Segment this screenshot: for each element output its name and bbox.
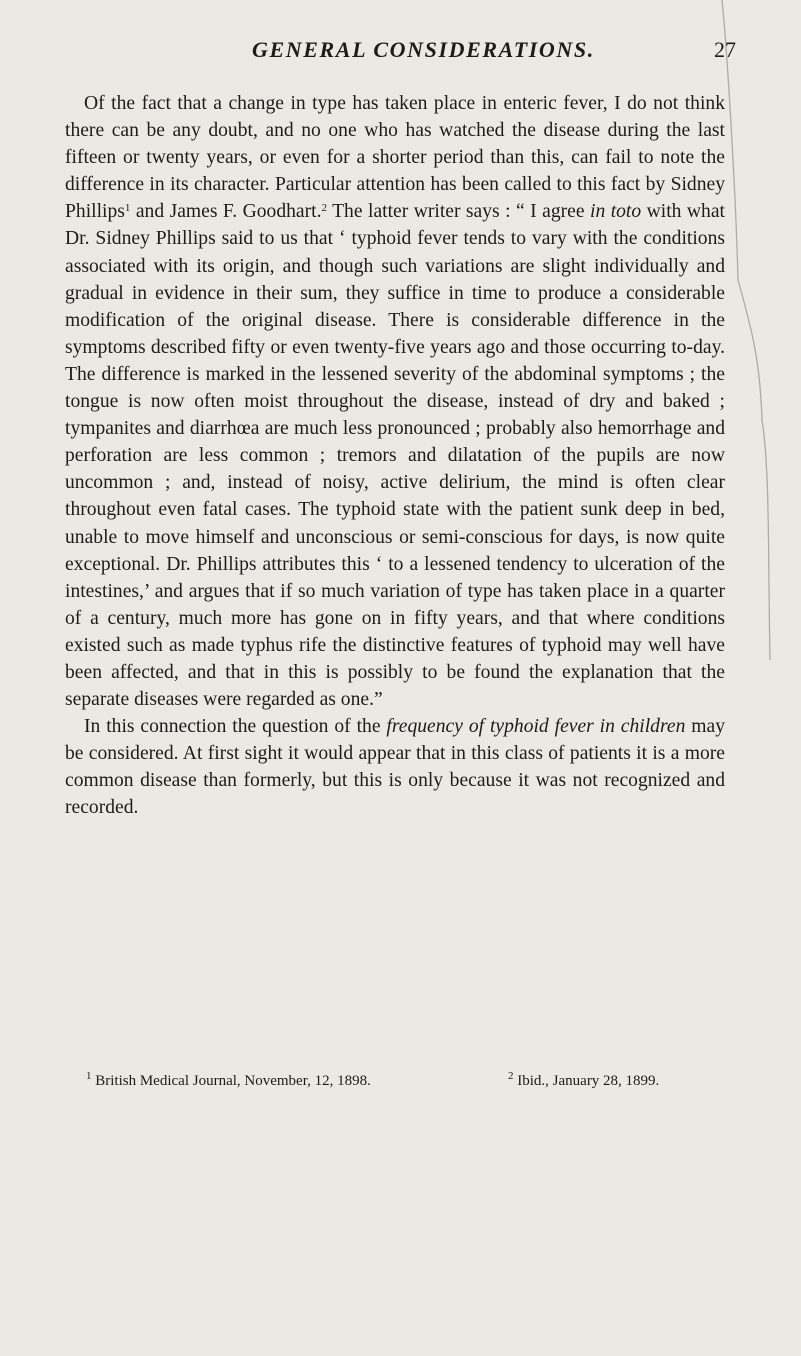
paragraph-2 bbox=[65, 713, 725, 821]
para2-text-b: may be considered. At first sight it would appear that in this class of patients it is a more common disease than formerly, but this is only because it was not recognized and recorded. bbox=[65, 716, 725, 819]
para2-text-a: In this connection the question of the bbox=[84, 716, 387, 738]
italic-phrase-in-toto: in toto bbox=[590, 201, 642, 223]
body-text bbox=[65, 90, 725, 822]
footnote-1-mark: 1 bbox=[86, 1070, 92, 1082]
italic-phrase-frequency: frequency of typhoid fever in children bbox=[386, 716, 686, 738]
footnote-1-text: British Medical Journal, November, 12, 1898. bbox=[91, 1073, 371, 1089]
footnote-ref-2: 2 bbox=[321, 202, 327, 215]
footnote-2 bbox=[508, 1071, 659, 1091]
para1-text-a: Of the fact that a change in type has taken place in enteric fever, I do not think there can be any doubt, and no one who has watched the disease during the last fifteen or twenty years, or even for a shorter period than this, can fail to note the difference in its character. Particular attention has been called to this fact by Sidney Phillips bbox=[65, 93, 725, 223]
footnotes bbox=[86, 1071, 736, 1091]
footnote-2-text: Ibid., January 28, 1899. bbox=[513, 1073, 660, 1089]
para1-text-c: The latter writer says : “ I agree bbox=[327, 201, 590, 223]
running-header bbox=[60, 30, 736, 70]
page-number: 27 bbox=[714, 37, 736, 62]
footnote-ref-1: 1 bbox=[124, 202, 131, 215]
para1-text-d: with what Dr. Sidney Phillips said to us that ‘ typhoid fever tends to vary with the conditions associated with its origin, and though such variations are slight individually and gradual in evidence in their sum, they suffice in time to produce a considerable modification of the original disease. There is considerable difference in the symptoms described fifty or even twenty-five years ago and those occurring to-day. The difference is marked in the lessened severity of the abdominal symptoms ; the tongue is now often moist throughout the disease, instead of dry and baked ; tympanites and diarrhœa are much less pronounced ; probably also hemorrhage and perforation are less common ; tremors and dilatation of the pupils are now uncommon ; and, instead of noisy, active delirium, the mind is often clear throughout even fatal cases. The typhoid state with the patient sunk deep in bed, unable to move himself and unconscious or semi-conscious for days, is now quite exceptional. Dr. Phillips attributes this ‘ to a lessened tendency to ulceration of the intestines,’ and argues that if so much variation of type has taken place in a quarter of a century, much more has gone on in fifty years, and that where conditions existed such as made typhus rife the distinctive features of typhoid may well have been affected, and that in this is possibly to be found the explanation that the separate diseases were regarded as one.” bbox=[65, 201, 725, 711]
para1-text-b: and James F. Goodhart. bbox=[130, 201, 322, 223]
footnote-2-mark: 2 bbox=[508, 1070, 514, 1082]
footnote-1 bbox=[86, 1071, 371, 1091]
paragraph-1 bbox=[65, 90, 725, 713]
running-title: GENERAL CONSIDERATIONS. bbox=[252, 37, 595, 62]
